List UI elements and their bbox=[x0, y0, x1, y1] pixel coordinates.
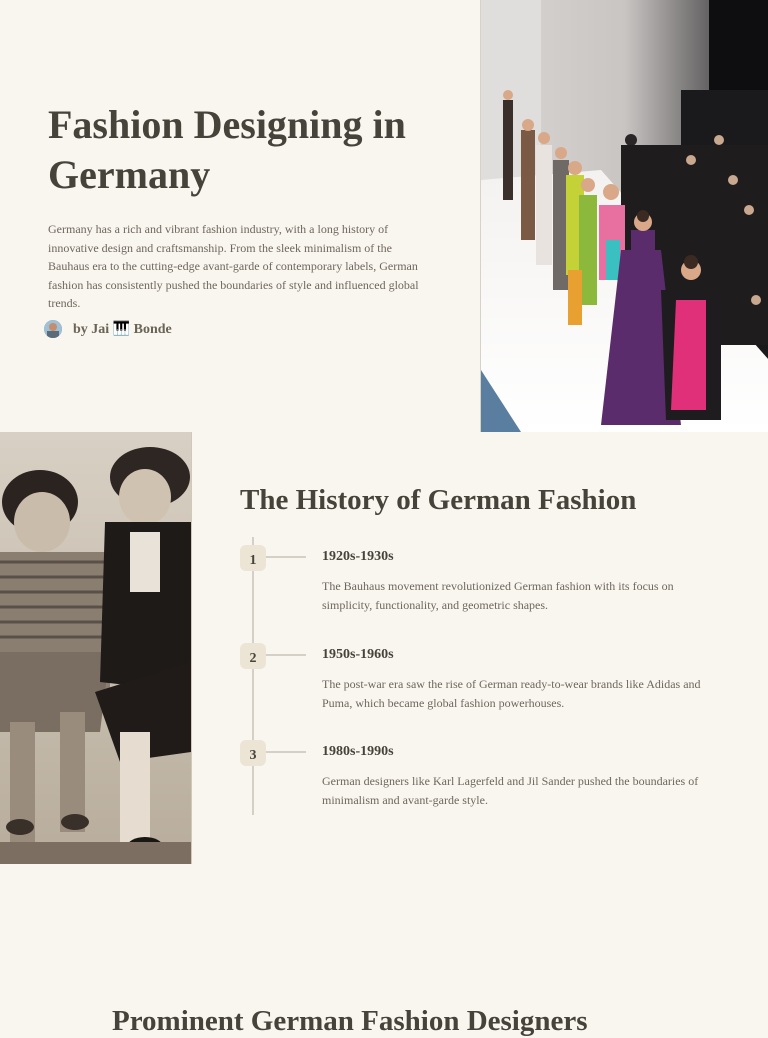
history-title: The History of German Fashion bbox=[240, 484, 637, 516]
runway-photo bbox=[480, 0, 768, 432]
timeline-period: 1980s-1990s bbox=[322, 744, 394, 759]
hero-description: Germany has a rich and vibrant fashion industry, with a long history of innovative design and craftsmanship. From the sleek minimalism of the Bauhaus era to the cutting-edge avant-garde of contemporary labels, German fashion has consistently pushed the boundaries of style and influenced global trends. bbox=[48, 222, 419, 311]
timeline-description: German designers like Karl Lagerfeld and Jil Sander pushed the boundaries of minimalism and avant-garde style. bbox=[322, 774, 699, 807]
author-name: by Jai 🎹 Bonde bbox=[73, 321, 172, 337]
timeline-badge: 2 bbox=[240, 643, 266, 669]
timeline-connector bbox=[266, 654, 306, 656]
hero-section bbox=[48, 100, 448, 313]
avatar bbox=[44, 320, 62, 338]
timeline-period: 1950s-1960s bbox=[322, 647, 394, 662]
timeline-line bbox=[252, 537, 254, 815]
page-title: Fashion Designing in Germany bbox=[48, 102, 406, 197]
timeline-period: 1920s-1930s bbox=[322, 549, 394, 564]
timeline-connector bbox=[266, 751, 306, 753]
timeline-badge: 3 bbox=[240, 740, 266, 766]
designers-title: Prominent German Fashion Designers bbox=[112, 1005, 588, 1037]
timeline-description: The post-war era saw the rise of German ready-to-wear brands like Adidas and Puma, which became global fashion powerhouses. bbox=[322, 677, 701, 710]
timeline-badge: 1 bbox=[240, 545, 266, 571]
timeline-description: The Bauhaus movement revolutionized German fashion with its focus on simplicity, functionality, and geometric shapes. bbox=[322, 579, 674, 612]
timeline-connector bbox=[266, 556, 306, 558]
author-byline bbox=[44, 320, 172, 338]
vintage-photo bbox=[0, 432, 192, 864]
